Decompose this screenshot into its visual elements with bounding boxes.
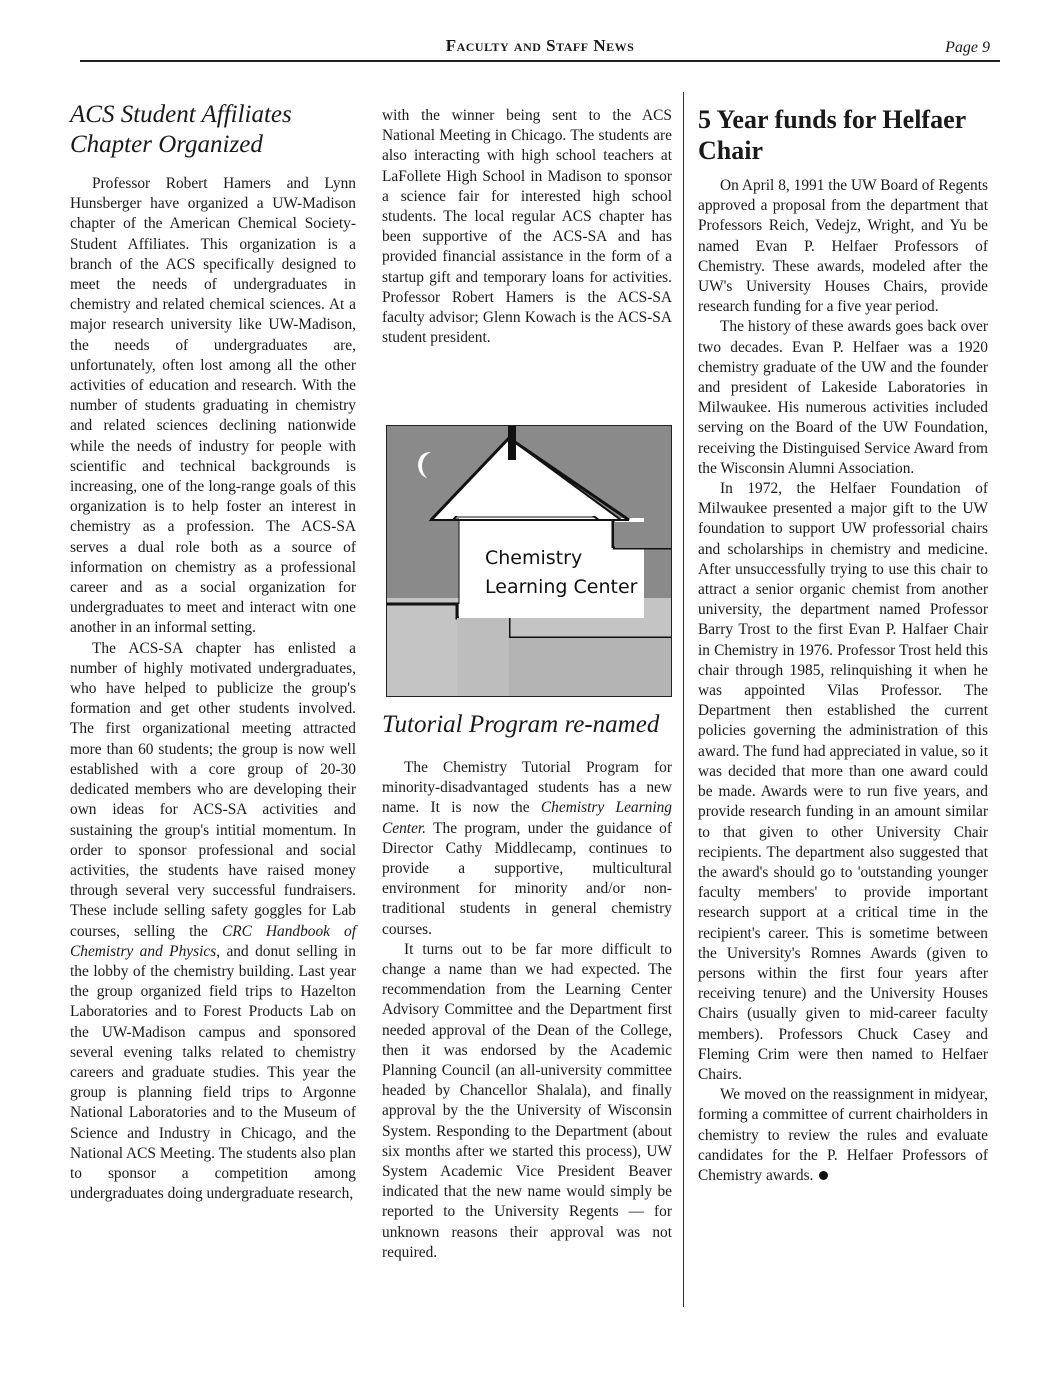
- column-divider: [683, 92, 684, 1307]
- column-2-lower: [382, 710, 672, 1263]
- program-name: Chemistry Learning Center.: [382, 799, 672, 837]
- column-1: [70, 100, 356, 1204]
- paragraph-text: We moved on the reassignment in midyear, forming a committee of current chairholders in chemistry to review the rules and evaluate candidates for the P. Helfaer Professors of Chemistry awards.: [698, 1086, 988, 1184]
- paragraph-text: The ACS-SA chapter has enlisted a number of highly motivated undergraduates, who have helped to publicize the group's formation and get other students involved. The first organizational meeting attracted more than 60 students; the group is now well established with a core group of 20-30 dedicated members who are developing their own ideas for ACS-SA activities and sustaining the group's intitial momentum. In order to sponsor professional and social activities, the students have raised money through several very successful fundraisers. These include selling safety goggles for Lab courses, selling the: [70, 639, 356, 940]
- paragraph-text: , and donut selling in the lobby of the chemistry building. Last year the group organized field trips to Hazelton Laboratories and to Forest Products Lab on the UW-Madison campus and sponsored several evening talks related to chemistry careers and graduate studies. This year the group is planning field trips to Argonne National Laboratories and to the Museum of Science and Industry in Chicago, and the National ACS Meeting. The students also plan to sponsor a competition among undergraduates doing undergraduate research,: [70, 942, 356, 1203]
- article-heading-helfaer: 5 Year funds for Helfaer Chair: [698, 105, 966, 165]
- chemistry-learning-center-logo: [386, 425, 672, 697]
- newsletter-section-title: Faculty and Staff News: [445, 36, 635, 55]
- paragraph-text: The Chemistry Tutorial Program for minority-disadvantaged students has a new name. It is now the: [382, 759, 672, 817]
- column-3: [698, 104, 988, 1186]
- column-2: [382, 106, 672, 348]
- article-heading-acs: ACS Student Affiliates Chapter Organized: [70, 101, 292, 158]
- page-header: [80, 34, 1000, 62]
- figure-label-line-1: Chemistry: [485, 547, 583, 569]
- article-paragraph-continued: with the winner being sent to the ACS National Meeting in Chicago. The students are also interacting with high school teachers at LaFollete High School in Madison to sponsor a science fair for interested high school students. The local regular ACS chapter has been supportive of the ACS-SA and has provided financial assistance in the form of a startup gift and temporary loans for activities. Professor Robert Hamers is the ACS-SA faculty advisor; Glenn Kowach is the ACS-SA student president.: [382, 107, 672, 347]
- figure-label: [485, 544, 645, 602]
- article-paragraph: The history of these awards goes back over two decades. Evan P. Helfaer was a 1920 chemistry graduate of the UW and the founder and president of Lakeside Laboratories in Milwaukee. His numerous activities included serving on the Board of the UW Foundation, receiving the Distinguised Service Award from the Wisconsin Alumni Association.: [698, 318, 988, 477]
- end-of-article-bullet: [819, 1171, 828, 1180]
- article-paragraph: [382, 758, 672, 940]
- book-title: CRC Handbook of Chemistry and Physics: [70, 922, 357, 960]
- figure-label-line-2: Learning Center: [485, 576, 638, 598]
- article-paragraph: In 1972, the Helfaer Foundation of Milwaukee presented a major gift to the UW foundation to support UW professorial chairs and scholarships in chemistry and medicine. After unsuccessfully trying to use this chair to attract a senior organic chemist from another university, the department named Professor Barry Trost to the first Evan P. Halfaer Chair in Chemistry in 1976. Professor Trost held this chair through 1985, relinquishing it when he was appointed Vilas Professor. The Department then established the current policies governing the administration of this award. The fund had appreciated in value, so it was decided that more than one award could be made. Awards were to run five years, and provide research funding in an amount similar to that given to other University Chair recipients. The department also suggested that the award's should go to 'outstanding younger faculty members' to provide important research support at a critical time in the recipient's career. This is sometime between the University's Romnes Awards (given to persons within the first four years after receiving tenure) and the University Houses Chairs (usually given to mid-career faculty members). Professors Chuck Casey and Fleming Crim were then named to Helfaer Chairs.: [698, 480, 988, 1083]
- article-paragraph: Professor Robert Hamers and Lynn Hunsberger have organized a UW-Madison chapter of the American Chemical Society-Student Affiliates. This organization is a branch of the ACS specifically designed to meet the needs of undergraduates in chemistry and related chemical sciences. At a major research university like UW-Madison, the needs of undergraduates are, unfortunately, often lost among all the other activities of education and research. With the number of students graduating in chemistry and related sciences declining nationwide while the needs of industry for people with scientific and technical backgrounds is increasing, one of the long-range goals of this organization is to help foster an interest in chemistry as a profession. The ACS-SA serves a dual role both as a source of information on chemistry as a professional career and as a social organization for undergraduates to meet and interact witn one another in an informal setting.: [70, 175, 356, 637]
- paragraph-text: The program, under the guidance of Director Cathy Middlecamp, continues to provide a supportive, multicultural environment for minority and/or non-traditional students in general chemistry courses.: [382, 819, 672, 938]
- article-paragraph: [698, 1085, 988, 1186]
- article-paragraph: On April 8, 1991 the UW Board of Regents approved a proposal from the department that Professors Reich, Vedejz, Wright, and Yu be named Evan P. Helfaer Professors of Chemistry. These awards, modeled after the UW's University Houses Chairs, provide research funding for a five year period.: [698, 177, 988, 316]
- page-number: Page 9: [945, 39, 990, 56]
- article-paragraph: It turns out to be far more difficult to change a name than we had expected. The recommendation from the Learning Center Advisory Committee and the Department first needed approval of the Dean of the College, then it was endorsed by the Academic Planning Council (an all-university committee headed by Chancellor Shalala), and finally approval by the the University of Wisconsin System. Responding to the Department (about six months after we started this process), UW System Academic Vice President Beaver indicated that the new name would simply be reported to the University Regents — for unknown reasons their approval was not required.: [382, 940, 672, 1261]
- article-heading-tutorial: Tutorial Program re-named: [382, 711, 660, 738]
- article-paragraph: [70, 639, 356, 1205]
